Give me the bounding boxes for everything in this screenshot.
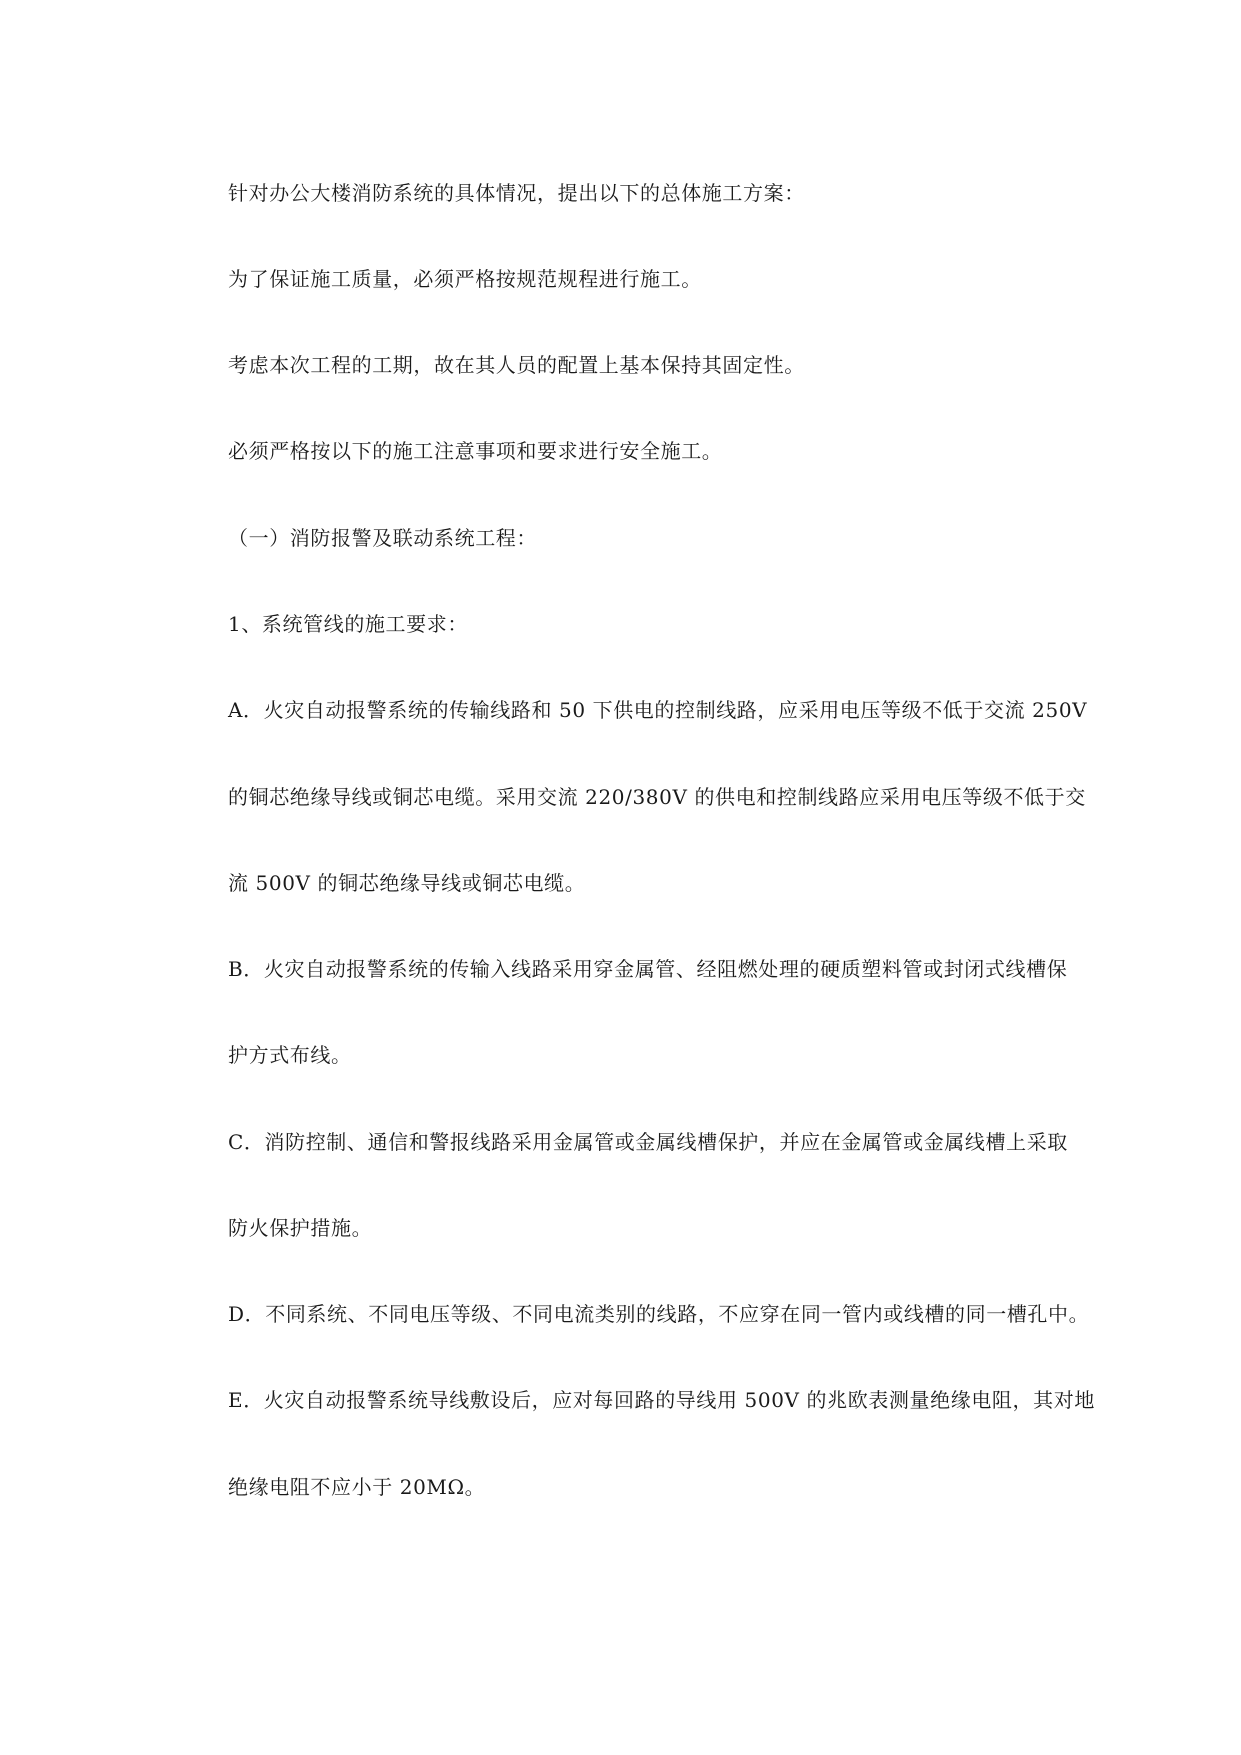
text-line: 护方式布线。 <box>228 1043 352 1067</box>
section-heading: （一）消防报警及联动系统工程： <box>228 526 537 550</box>
text-line: 为了保证施工质量，必须严格按规范规程进行施工。 <box>228 267 702 291</box>
text-line: A．火灾自动报警系统的传输线路和 50 下供电的控制线路，应采用电压等级不低于交流 250V <box>228 698 1088 722</box>
text-line: 流 500V 的铜芯绝缘导线或铜芯电缆。 <box>228 871 586 895</box>
text-line: 绝缘电阻不应小于 20MΩ。 <box>228 1475 486 1499</box>
text-line: B．火灾自动报警系统的传输入线路采用穿金属管、经阻燃处理的硬质塑料管或封闭式线槽保 <box>228 957 1068 981</box>
text-line: 针对办公大楼消防系统的具体情况，提出以下的总体施工方案： <box>228 181 805 205</box>
text-line: C．消防控制、通信和警报线路采用金属管或金属线槽保护，并应在金属管或金属线槽上采取 <box>228 1130 1068 1154</box>
text-line: 考虑本次工程的工期，故在其人员的配置上基本保持其固定性。 <box>228 353 805 377</box>
text-line: 的铜芯绝缘导线或铜芯电缆。采用交流 220/380V 的供电和控制线路应采用电压等级不低于交 <box>228 785 1086 809</box>
subsection-heading: 1、系统管线的施工要求： <box>228 612 468 636</box>
text-line: D．不同系统、不同电压等级、不同电流类别的线路，不应穿在同一管内或线槽的同一槽孔中。 <box>228 1302 1090 1326</box>
text-line: E．火灾自动报警系统导线敷设后，应对每回路的导线用 500V 的兆欧表测量绝缘电阻，其对地 <box>228 1388 1095 1412</box>
text-line: 必须严格按以下的施工注意事项和要求进行安全施工。 <box>228 439 723 463</box>
text-line: 防火保护措施。 <box>228 1216 373 1240</box>
